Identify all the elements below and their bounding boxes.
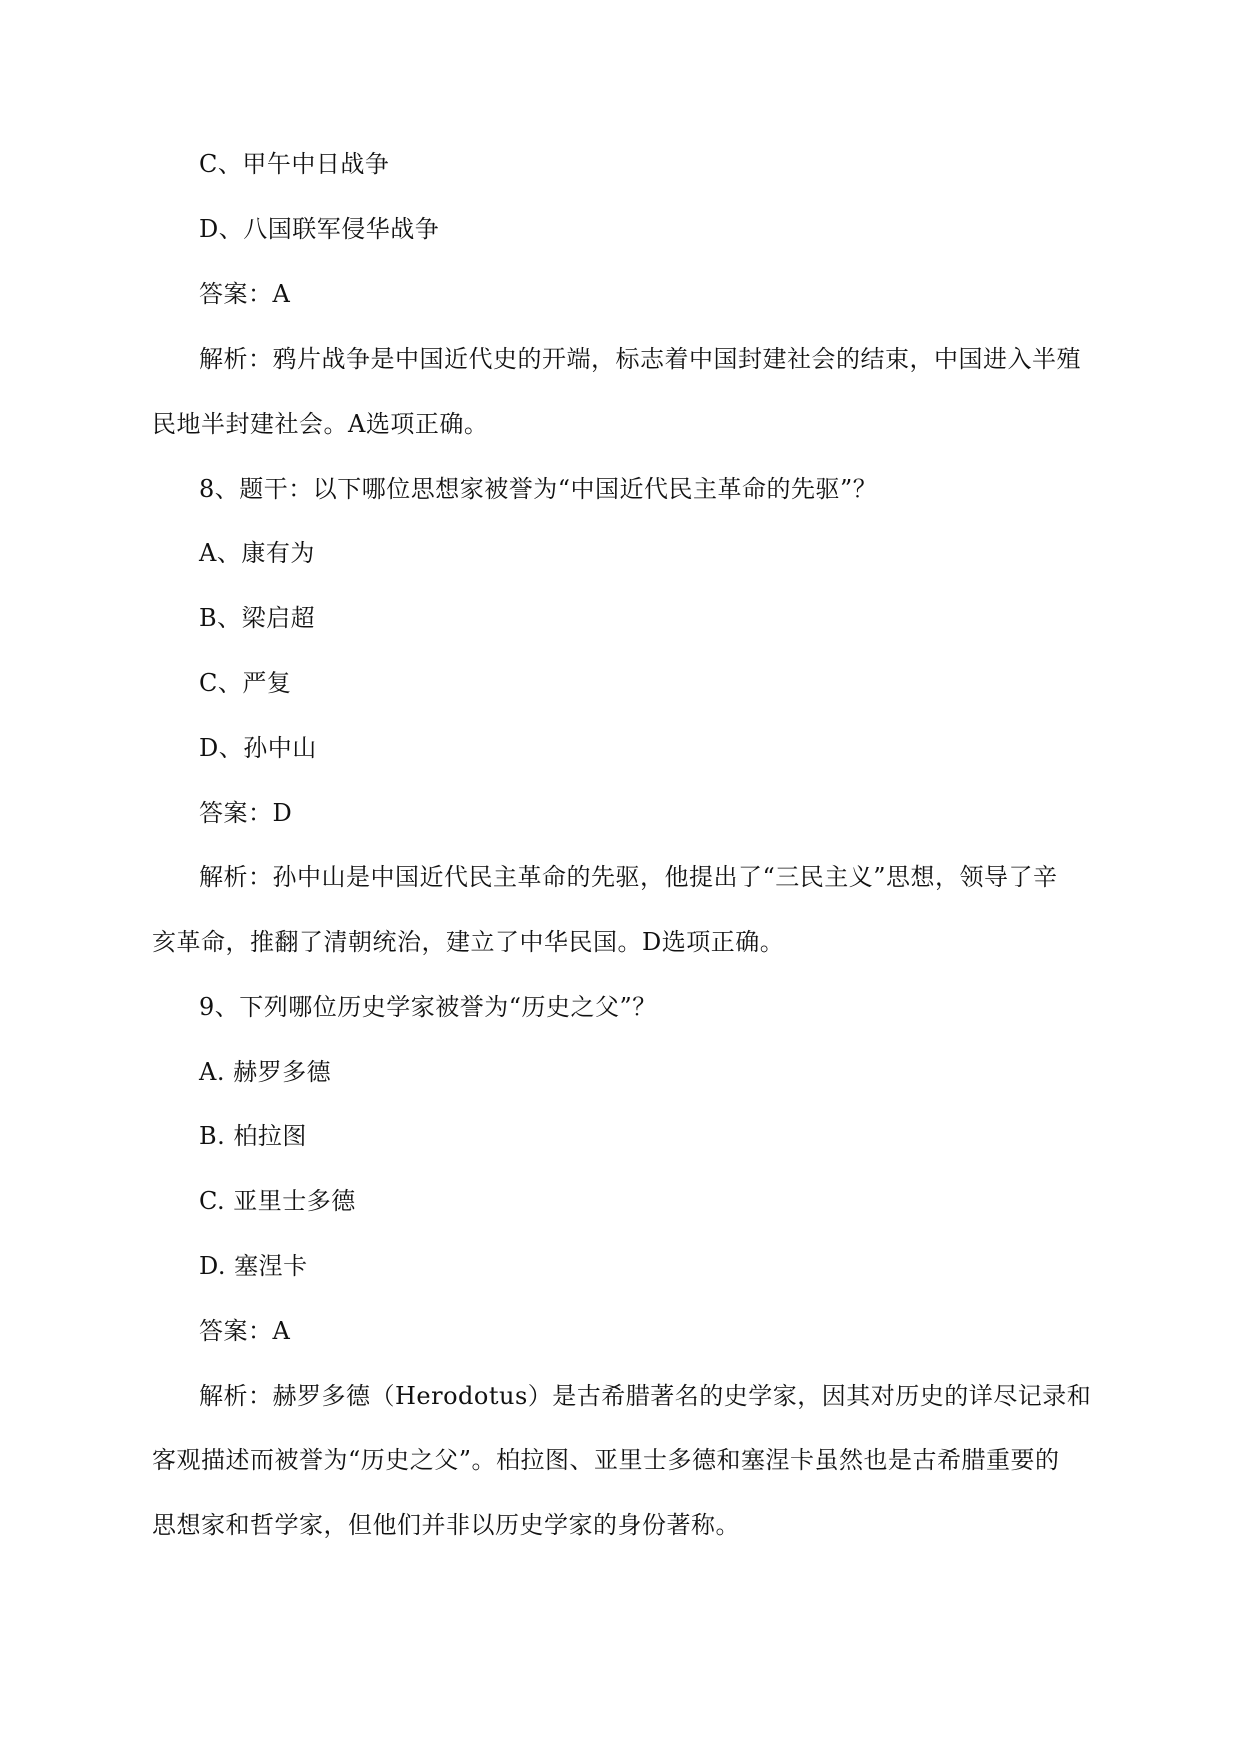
q9-option-d: D. 塞涅卡 xyxy=(199,1252,308,1280)
q9-option-a: A. 赫罗多德 xyxy=(199,1058,332,1086)
q8-option-d: D、孙中山 xyxy=(199,734,317,762)
q8-analysis-line-1: 解析：孙中山是中国近代民主革命的先驱，他提出了“三民主义”思想，领导了辛 xyxy=(199,863,1058,891)
q9-analysis-line-1: 解析：赫罗多德（Herodotus）是古希腊著名的史学家，因其对历史的详尽记录和 xyxy=(199,1382,1092,1410)
q7-answer: 答案：A xyxy=(199,280,291,308)
q8-analysis-line-2: 亥革命，推翻了清朝统治，建立了中华民国。D选项正确。 xyxy=(152,928,785,956)
q7-analysis-line-2: 民地半封建社会。A选项正确。 xyxy=(152,410,489,438)
q9-analysis-line-2: 客观描述而被誉为“历史之父”。柏拉图、亚里士多德和塞涅卡虽然也是古希腊重要的 xyxy=(152,1446,1060,1474)
q8-answer: 答案：D xyxy=(199,799,293,827)
q9-stem: 9、下列哪位历史学家被誉为“历史之父”？ xyxy=(199,993,657,1021)
q9-option-c: C. 亚里士多德 xyxy=(199,1187,356,1215)
q7-option-d: D、八国联军侵华战争 xyxy=(199,215,440,243)
q8-option-a: A、康有为 xyxy=(199,539,315,567)
q9-option-b: B. 柏拉图 xyxy=(199,1122,307,1150)
q9-analysis-line-3: 思想家和哲学家，但他们并非以历史学家的身份著称。 xyxy=(152,1511,740,1539)
q8-option-c: C、严复 xyxy=(199,669,292,697)
q9-answer: 答案：A xyxy=(199,1317,291,1345)
q7-option-c: C、甲午中日战争 xyxy=(199,150,390,178)
q7-analysis-line-1: 解析：鸦片战争是中国近代史的开端，标志着中国封建社会的结束，中国进入半殖 xyxy=(199,345,1081,373)
q8-stem: 8、题干：以下哪位思想家被誉为“中国近代民主革命的先驱”？ xyxy=(199,475,878,503)
q8-option-b: B、梁启超 xyxy=(199,604,316,632)
